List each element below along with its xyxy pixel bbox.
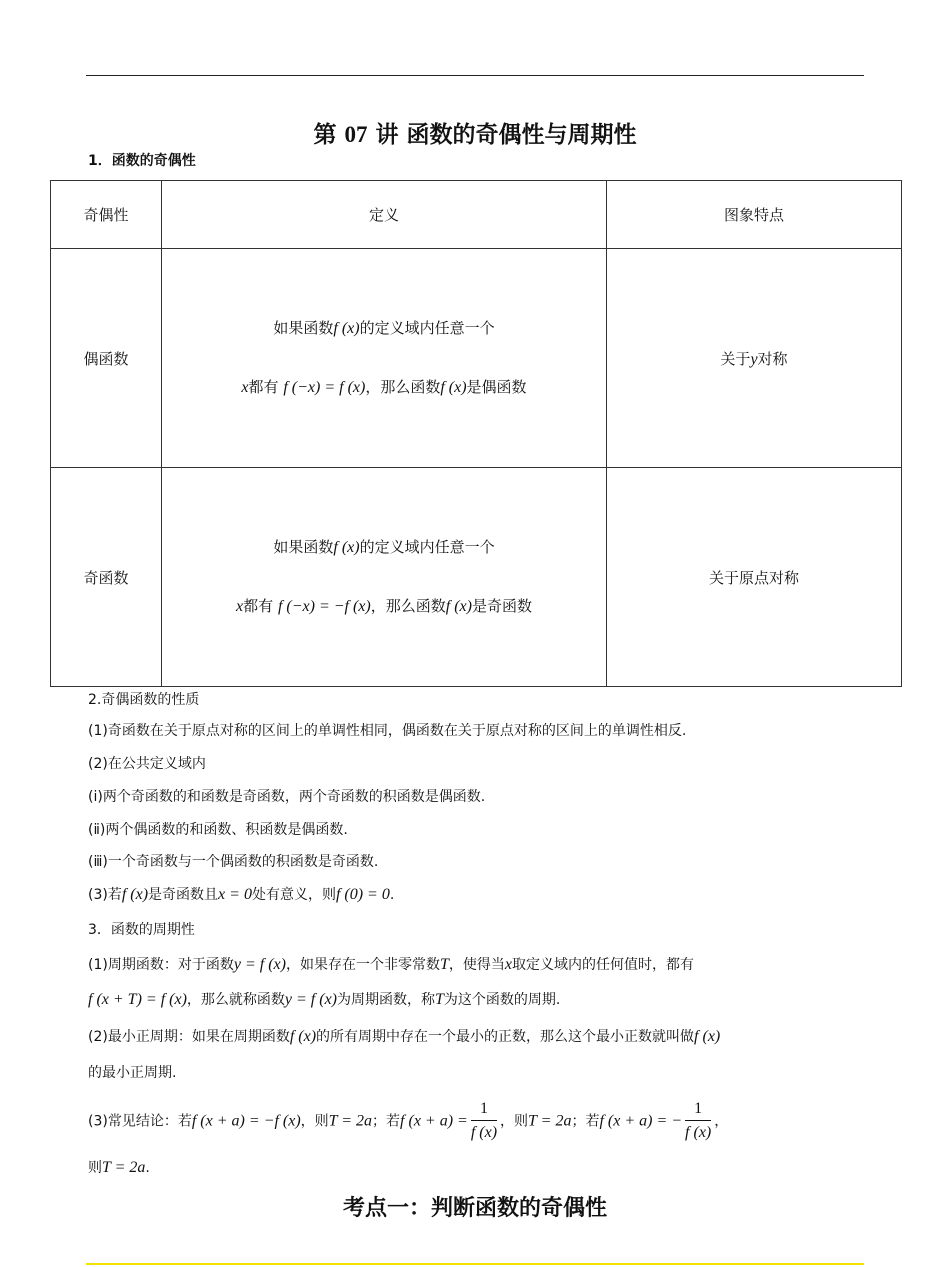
property-2-iii: (ⅲ)一个奇函数与一个偶函数的积函数是奇函数. [88, 854, 379, 870]
property-2-ii: (ⅱ)两个偶函数的和函数、积函数是偶函数. [88, 822, 348, 838]
table-row-even [51, 249, 902, 468]
periodic-definition-line-1: (1)周期函数：对于函数y = f (x)，如果存在一个非零常数T，使得当x取定义域内的任何值时，都有 [88, 956, 694, 973]
math-fx: f (x) [333, 320, 360, 337]
table-header-row [51, 181, 902, 249]
min-period-line-1: (2)最小正周期：如果在周期函数f (x)的所有周期中存在一个最小的正数，那么这个最小正数就叫做f (x) [88, 1028, 721, 1045]
header-cell-parity: 奇偶性 [51, 181, 162, 249]
section-heading-properties: 2.奇偶函数的性质 [88, 692, 200, 708]
header-rule [86, 75, 864, 76]
even-function-name: 偶函数 [51, 249, 162, 468]
header-cell-graph: 图象特点 [607, 181, 902, 249]
fraction-reciprocal: $\frac{1}{f (x)}$ [470, 1100, 498, 1141]
odd-function-name: 奇函数 [51, 468, 162, 687]
property-2: (2)在公共定义域内 [88, 756, 206, 772]
property-3: (3)若f (x)是奇函数且x = 0处有意义，则f (0) = 0. [88, 886, 395, 903]
table-row-odd [51, 468, 902, 687]
page-title: 第 07 讲 函数的奇偶性与周期性 [313, 122, 637, 148]
property-2-i: (ⅰ)两个奇函数的和函数是奇函数，两个奇函数的积函数是偶函数. [88, 789, 486, 805]
common-conclusions: (3)常见结论：若f (x + a) = −f (x)，则T = 2a；若f (x + a) = $\frac{1}{f (x)}$ ，则T = 2a；若f (x + a) = − $\frac{1}{f (x)}$ ， [88, 1098, 728, 1145]
math-odd-condition: f (−x) = −f (x) [277, 598, 371, 615]
fraction-neg-reciprocal: $\frac{1}{f (x)}$ [685, 1100, 712, 1141]
section-heading-parity: 1．函数的奇偶性 [88, 153, 196, 169]
periodic-definition-line-2: f (x + T) = f (x)，那么就称函数y = f (x)为周期函数，称T为这个函数的周期. [88, 991, 561, 1008]
min-period-line-2: 的最小正周期. [88, 1065, 177, 1081]
math-even-condition: f (−x) = f (x) [283, 379, 366, 396]
common-conclusions-line-2: 则T = 2a. [88, 1159, 150, 1176]
even-function-definition: 如果函数f (x)的定义域内任意一个 x都有 f (−x) = f (x)，那么函数f (x)是偶函数 [162, 249, 607, 468]
exam-point-heading: 考点一：判断函数的奇偶性 [342, 1196, 607, 1221]
odd-function-definition: 如果函数f (x)的定义域内任意一个 x都有 f (−x) = −f (x)，那么函数f (x)是奇函数 [162, 468, 607, 687]
header-cell-definition: 定义 [162, 181, 607, 249]
odd-function-graph: 关于原点对称 [607, 468, 902, 687]
footer-rule [86, 1263, 864, 1265]
property-1: (1)奇函数在关于原点对称的区间上的单调性相同，偶函数在关于原点对称的区间上的单调性相反. [88, 723, 687, 739]
parity-table [50, 180, 902, 687]
even-function-graph: 关于y对称 [607, 249, 902, 468]
section-heading-periodicity: 3．函数的周期性 [88, 922, 195, 938]
